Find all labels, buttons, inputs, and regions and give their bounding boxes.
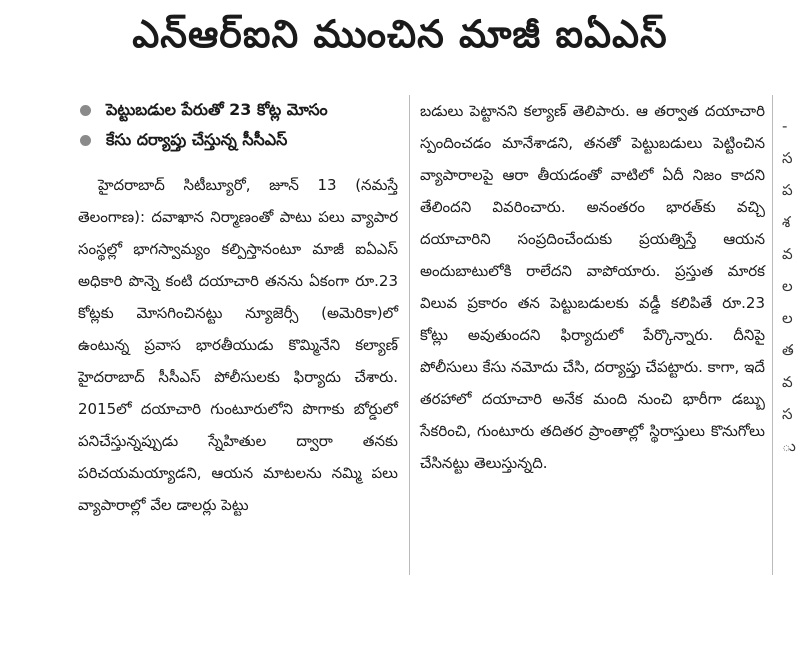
article-body-left: హైదరాబాద్ సిటీబ్యూరో, జూన్ 13 (నమస్తే తెలంగాణ): దవాఖాన నిర్మాణంతో పాటు పలు వ్యాపార సంస్థల్లో భాగస్వామ్యం కల్పిస్తానంటూ మాజీ ఐఏఎస్ అధికారి పొన్నె కంటి దయాచారి తనను ఏకంగా రూ.23 కోట్లకు మోసగించినట్టు న్యూజెర్సీ (అమెరికా)లో ఉంటున్న ప్రవాస భారతీయుడు కొమ్మినేని కల్యాణ్ హైదరాబాద్ సీసీఎస్ పోలీసులకు ఫిర్యాదు చేశారు. 2015లో దయాచారి గుంటూరులోని పొగాకు బోర్డులో పనిచేస్తున్నప్పుడు స్నేహితుల ద్వారా తనకు పరిచయమయ్యాడని, ఆయన మాటలను నమ్మి పలు వ్యాపారాల్లో వేల డాలర్లు పెట్టు [78, 176, 398, 514]
bullet-item [78, 125, 398, 155]
middle-column [420, 95, 765, 479]
bullet-dot-icon [80, 105, 91, 116]
column-divider [772, 95, 773, 575]
cropped-text-fragment: స [782, 149, 793, 167]
cropped-text-fragment: ు [782, 437, 796, 455]
cropped-text-fragment: ప [782, 181, 793, 199]
cropped-text-fragment: వ [782, 373, 793, 391]
cropped-text-fragment: స [782, 405, 793, 423]
column-divider [409, 95, 410, 575]
bullet-text: కేసు దర్యాప్తు చేస్తున్న సీసీఎస్ [106, 130, 288, 149]
cropped-text-fragment: త [782, 341, 794, 359]
left-column [78, 95, 398, 521]
headline: ఎన్ఆర్ఐని ముంచిన మాజీ ఐఏఎస్ [132, 12, 668, 56]
cropped-text-fragment: శ [782, 213, 791, 231]
bullet-list [78, 95, 398, 155]
cropped-text-fragment: ల [782, 277, 793, 295]
cropped-text-fragment: వ [782, 245, 793, 263]
bullet-item [78, 95, 398, 125]
cropped-text-fragment: ల [782, 309, 793, 327]
right-edge-column [782, 110, 800, 462]
bullet-text: పెట్టుబడుల పేరుతో 23 కోట్ల మోసం [106, 100, 328, 119]
cropped-text-fragment: - [782, 117, 788, 135]
bullet-dot-icon [80, 135, 91, 146]
article-body-middle: బడులు పెట్టానని కల్యాణ్ తెలిపారు. ఆ తర్వాత దయాచారి స్పందించడం మానేశాడని, తనతో పెట్టుబడులు పెట్టించిన వ్యాపారాలపై ఆరా తీయడంతో వాటిలో ఏదీ నిజం కాదని తేలిందని వివరించారు. అనంతరం భారత్‌కు వచ్చి దయాచారిని సంప్రదించేందుకు ప్రయత్నిస్తే ఆయన అందుబాటులోకి రాలేదని వాపోయారు. ప్రస్తుత మారక విలువ ప్రకారం తన పెట్టుబడులకు వడ్డీ కలిపితే రూ.23 కోట్లు అవుతుందని ఫిర్యాదులో పేర్కొన్నారు. దీనిపై పోలీసులు కేసు నమోదు చేసి, దర్యాప్తు చేపట్టారు. కాగా, ఇదే తరహాలో దయాచారి అనేక మంది నుంచి భారీగా డబ్బు సేకరించి, గుంటూరు తదితర ప్రాంతాల్లో స్థిరాస్తులు కొనుగోలు చేసినట్టు తెలుస్తున్నది. [420, 102, 765, 472]
